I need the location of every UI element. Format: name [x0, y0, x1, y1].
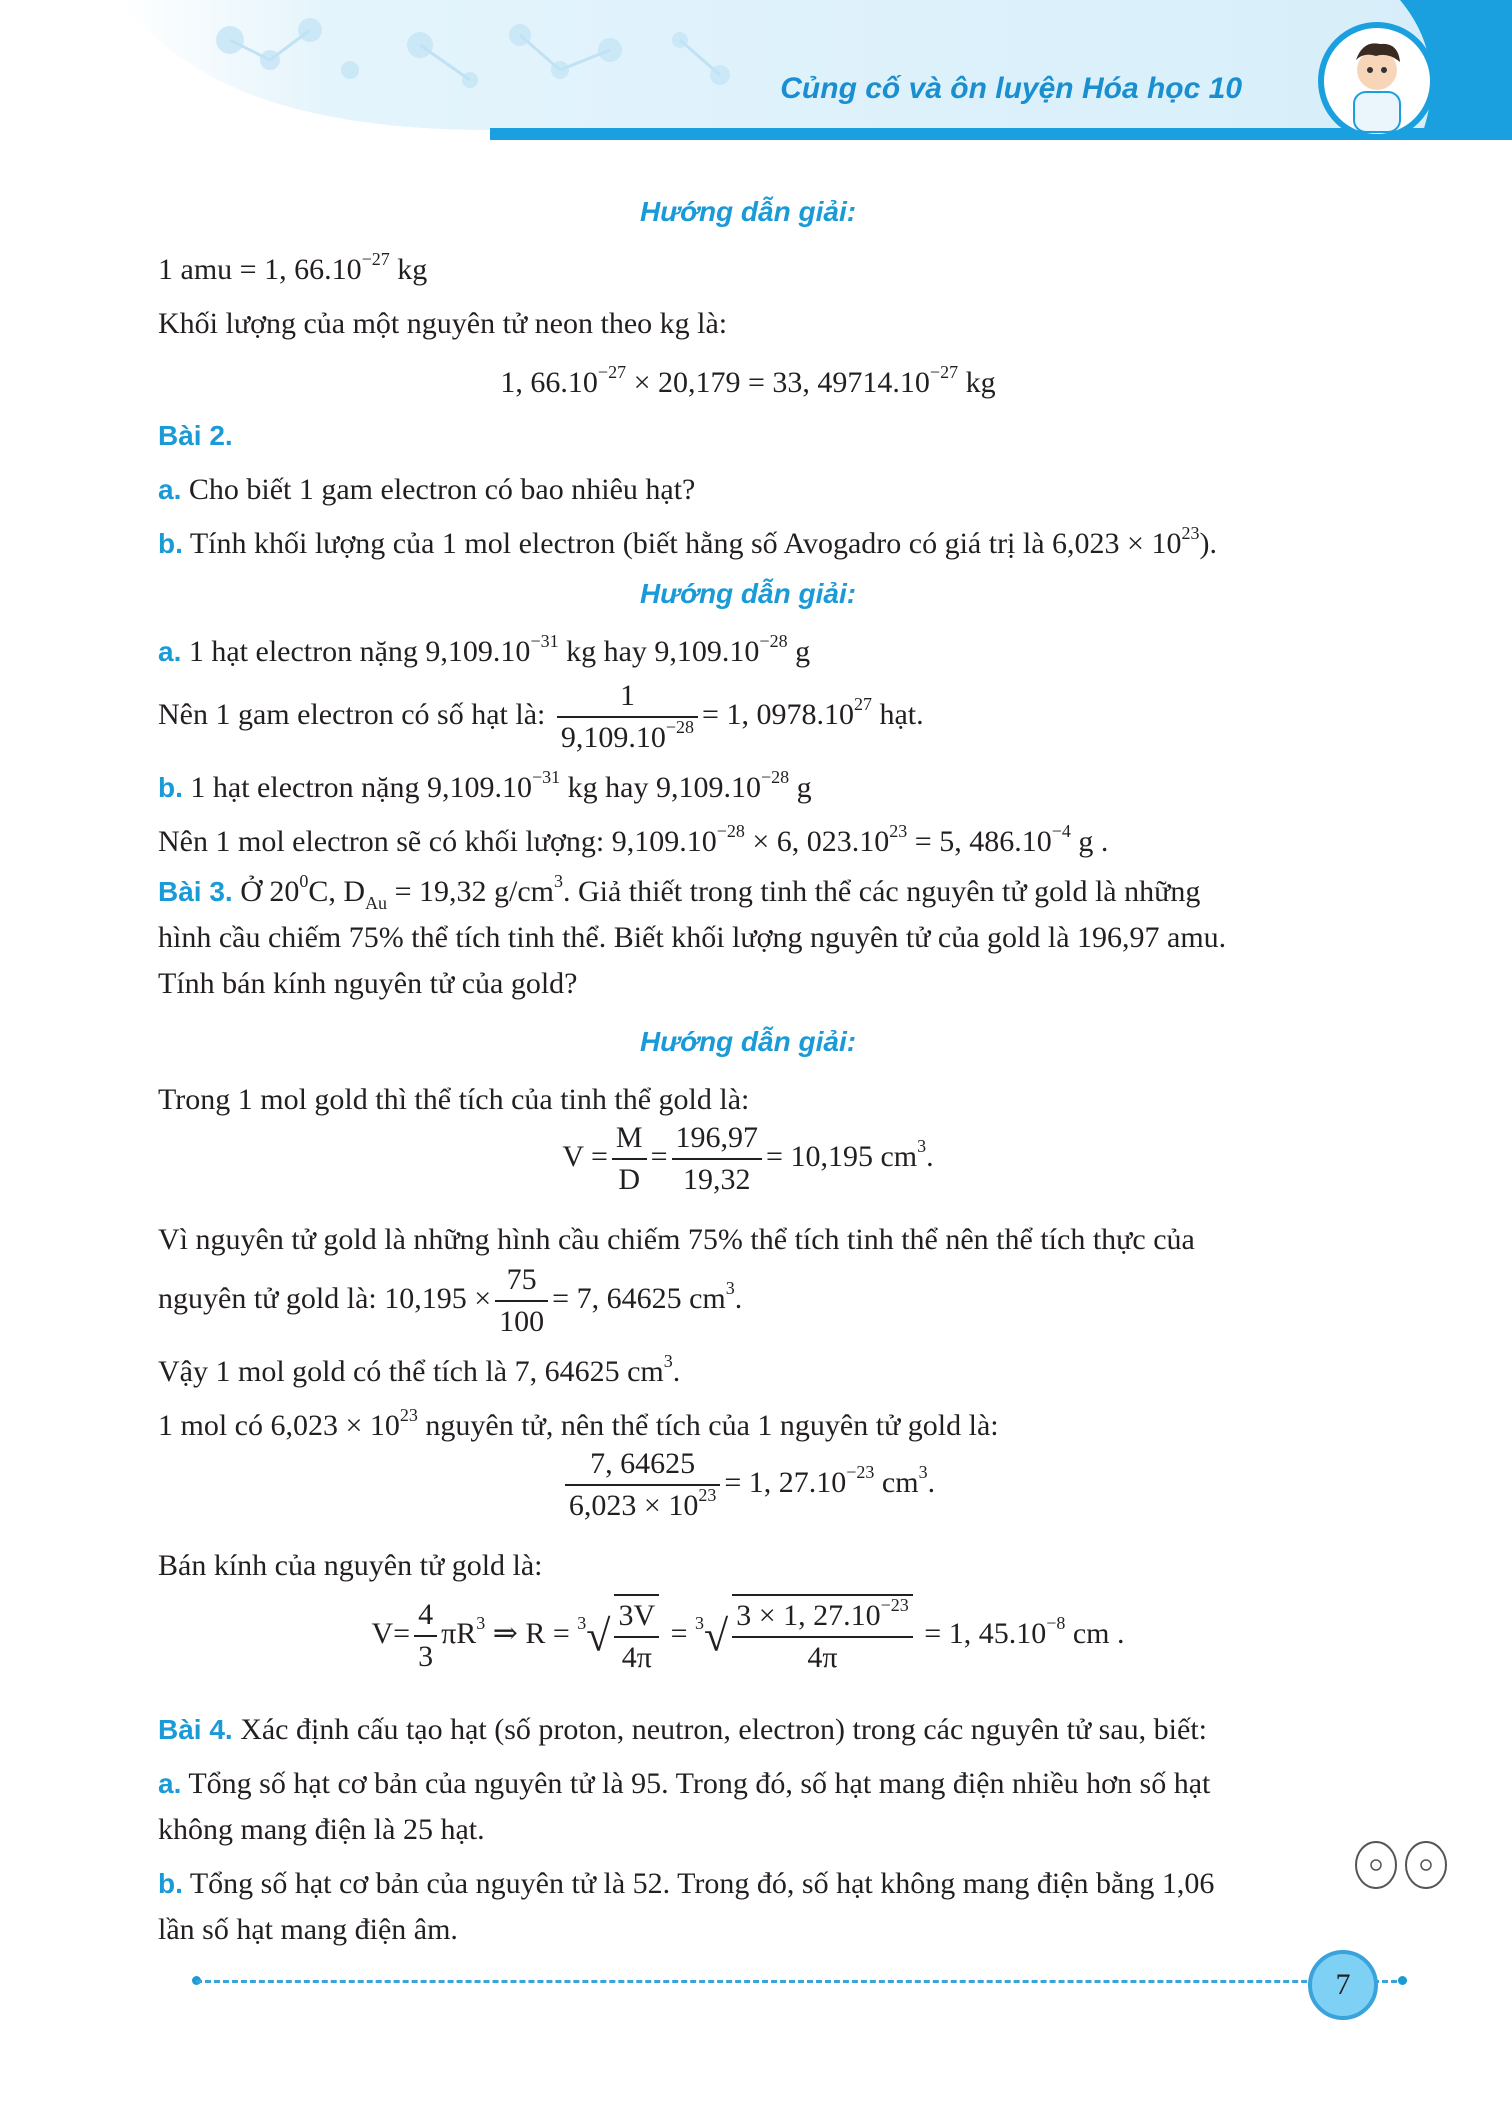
text-line: Vì nguyên tử gold là những hình cầu chiếm 75% thể tích tinh thể nên thể tích thực của	[158, 1223, 1195, 1256]
equation: V = $\frac{M}{D}$ = $\frac{196,97}{19,32}$ = 10,195 $cm^3$.	[158, 1118, 1338, 1200]
header-title: Củng cố và ôn luyện Hóa học 10	[780, 72, 1242, 105]
text-line: Bài 4. Xác định cấu tạo hạt (số proton, neutron, electron) trong các nguyên tử sau, biết:	[158, 1713, 1207, 1746]
text-line: Bán kính của nguyên tử gold là:	[158, 1549, 543, 1582]
text-line: Bài 3. Ở $20^0C$, $D_{Au} = 19,32$ $g/cm^3$. Giả thiết trong tinh thể các nguyên tử gold là những	[158, 871, 1201, 913]
exercise-title: Bài 2.	[158, 420, 233, 451]
footer-divider	[196, 1980, 1406, 1983]
footer-dot	[1398, 1976, 1407, 1985]
text-line: a. Tổng số hạt cơ bản của nguyên tử là 95. Trong đó, số hạt mang điện nhiều hơn số hạt	[158, 1767, 1211, 1800]
text-line: Tính bán kính nguyên tử của gold?	[158, 967, 578, 1000]
equation: nguyên tử gold là: 10,195 × $\frac{75}{100}$ = 7, 64625 $cm^3$.	[158, 1260, 742, 1342]
text-line: Nên 1 mol electron sẽ có khối lượng: $9,109.10^{-28} \times 6$, $023.10^{23} = 5$, $486.10^{-4}$ g .	[158, 821, 1109, 858]
text-line: không mang điện là 25 hạt.	[158, 1813, 485, 1846]
text-line: a. Cho biết 1 gam electron có bao nhiêu hạt?	[158, 473, 696, 506]
atom-decoration-icon	[1352, 1840, 1452, 1890]
equation: 1, $66.10^{-27} \times 20,179 = 33$, $49714.10^{-27}$ kg	[500, 362, 996, 399]
text-line: Trong 1 mol gold thì thể tích của tinh thể gold là:	[158, 1083, 750, 1116]
text-line: 1 mol có $6,023 \times 10^{23}$ nguyên tử, nên thể tích của 1 nguyên tử gold là:	[158, 1405, 999, 1442]
text-line: Vậy 1 mol gold có thể tích là 7, 64625 $cm^3$.	[158, 1351, 681, 1388]
guide-heading: Hướng dẫn giải:	[639, 578, 857, 609]
equation: V= $\frac{4}{3}$ $\pi R^3$ ⇒ R = $^3$√ $\frac{3V}{4\pi}$ = $^3$√ $\frac{3 \times 1, 27.10^{-23}}{4\pi}$ = 1, $45.10^{-8}$ cm .	[158, 1594, 1338, 1678]
guide-heading: Hướng dẫn giải:	[639, 1026, 857, 1057]
text-line: b. Tổng số hạt cơ bản của nguyên tử là 52. Trong đó, số hạt không mang điện bằng 1,06	[158, 1867, 1215, 1900]
text-line: 1 amu = 1, $66.10^{-27}$ kg	[158, 249, 428, 286]
text-line: hình cầu chiếm 75% thể tích tinh thể. Biết khối lượng nguyên tử của gold là 196,97 amu.	[158, 921, 1227, 954]
text-line: a. 1 hạt electron nặng $9,109.10^{-31}$ kg hay $9,109.10^{-28}$ g	[158, 631, 811, 668]
text-line: Khối lượng của một nguyên tử neon theo kg là:	[158, 307, 728, 340]
text-line: lần số hạt mang điện âm.	[158, 1913, 458, 1946]
equation: $\frac{7, 64625}{6,023 \times 10^{23}}$ = 1, $27.10^{-23}$ $cm^3$.	[158, 1444, 1338, 1526]
header-banner	[0, 0, 1512, 140]
text-line: b. Tính khối lượng của 1 mol electron (biết hằng số Avogadro có giá trị là $6,023 \times 10^{23}$).	[158, 523, 1217, 560]
scientist-mascot-icon	[1318, 22, 1436, 140]
page-number: 7	[1308, 1950, 1378, 2020]
text-line: b. 1 hạt electron nặng $9,109.10^{-31}$ kg hay $9,109.10^{-28}$ g	[158, 767, 812, 804]
equation: Nên 1 gam electron có số hạt là: $\frac{1}{9,109.10^{-28}}$ = 1, 0978.10$^{27}$ hạt.	[158, 676, 924, 758]
guide-heading: Hướng dẫn giải:	[639, 196, 857, 227]
